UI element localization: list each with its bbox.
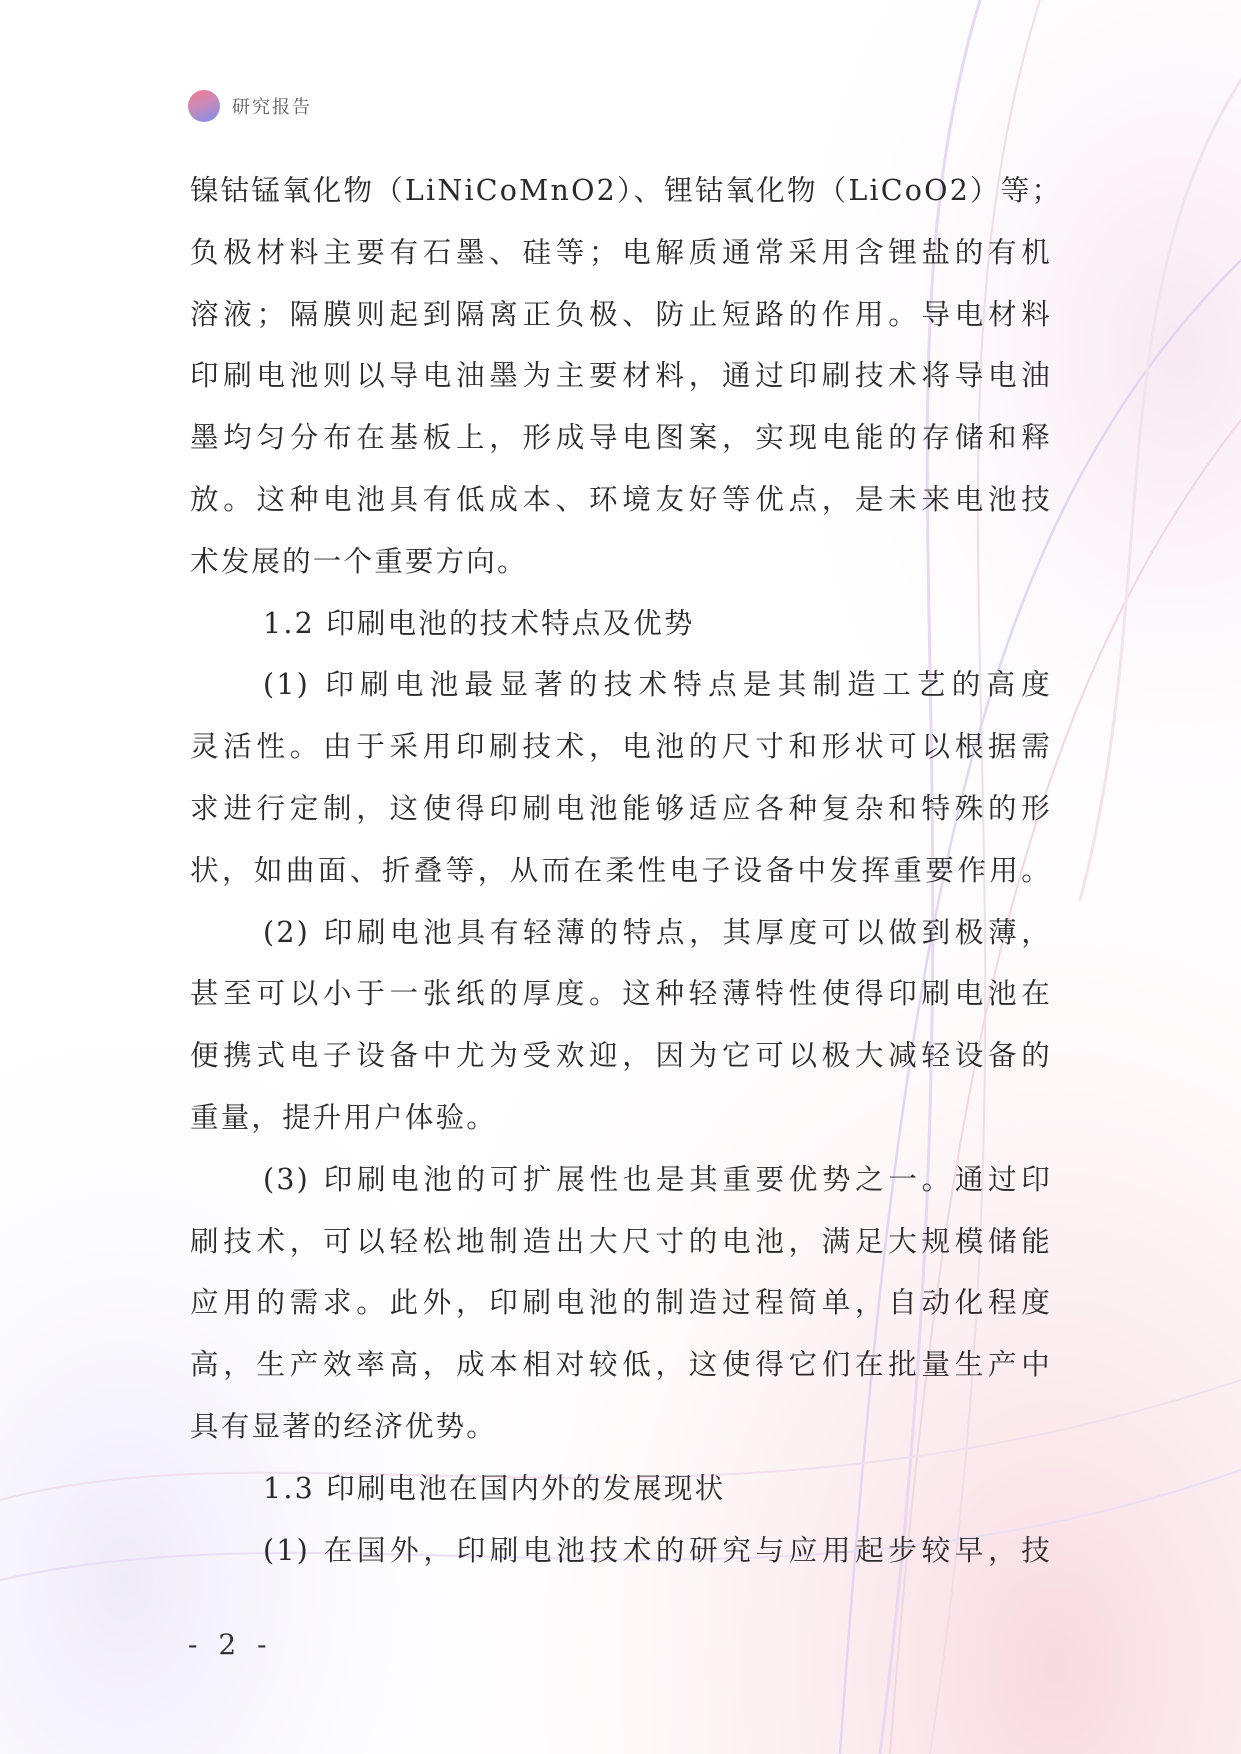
logo-circle-icon	[188, 90, 220, 122]
text-line: 求进行定制，这使得印刷电池能够适应各种复杂和特殊的形	[190, 791, 1052, 825]
body-text	[190, 160, 1063, 1581]
text-line: 重量，提升用户体验。	[190, 1100, 498, 1134]
section-heading-1-2: 1.2 印刷电池的技术特点及优势	[263, 606, 695, 640]
text-line: 放。这种电池具有低成本、环境友好等优点，是未来电池技	[190, 482, 1052, 516]
text-line: 灵活性。由于采用印刷技术，电池的尺寸和形状可以根据需	[190, 730, 1052, 764]
page-number: - 2 -	[188, 1628, 273, 1661]
text-line: 镍钴锰氧化物（LiNiCoMnO2）、锂钴氧化物（LiCoO2）等；	[190, 174, 1063, 207]
text-line: (2) 印刷电池具有轻薄的特点，其厚度可以做到极薄，	[263, 915, 1052, 949]
header-title: 研究报告	[232, 97, 312, 118]
text-line: 便携式电子设备中尤为受欢迎，因为它可以极大减轻设备的	[190, 1039, 1052, 1073]
text-line: 甚至可以小于一张纸的厚度。这种轻薄特性使得印刷电池在	[190, 977, 1052, 1011]
text-line: (1) 印刷电池最显著的技术特点是其制造工艺的高度	[263, 668, 1052, 702]
section-heading-1-3: 1.3 印刷电池在国内外的发展现状	[263, 1471, 726, 1505]
text-line: 应用的需求。此外，印刷电池的制造过程简单，自动化程度	[190, 1286, 1052, 1320]
text-line: 印刷电池则以导电油墨为主要材料，通过印刷技术将导电油	[190, 359, 1052, 393]
text-line: (3) 印刷电池的可扩展性也是其重要优势之一。通过印	[263, 1162, 1052, 1196]
text-line: (1) 在国外，印刷电池技术的研究与应用起步较早，技	[263, 1533, 1052, 1567]
text-line: 刷技术，可以轻松地制造出大尺寸的电池，满足大规模储能	[190, 1224, 1052, 1258]
text-line: 状，如曲面、折叠等，从而在柔性电子设备中发挥重要作用。	[190, 853, 1052, 887]
text-line: 溶液；隔膜则起到隔离正负极、防止短路的作用。导电材料	[190, 297, 1052, 331]
page-header	[188, 90, 312, 122]
text-line: 术发展的一个重要方向。	[190, 544, 528, 578]
text-line: 具有显著的经济优势。	[190, 1409, 498, 1443]
text-line: 高，生产效率高，成本相对较低，这使得它们在批量生产中	[190, 1348, 1052, 1382]
text-line: 墨均匀分布在基板上，形成导电图案，实现电能的存储和释	[190, 421, 1052, 455]
text-line: 负极材料主要有石墨、硅等；电解质通常采用含锂盐的有机	[190, 235, 1052, 269]
